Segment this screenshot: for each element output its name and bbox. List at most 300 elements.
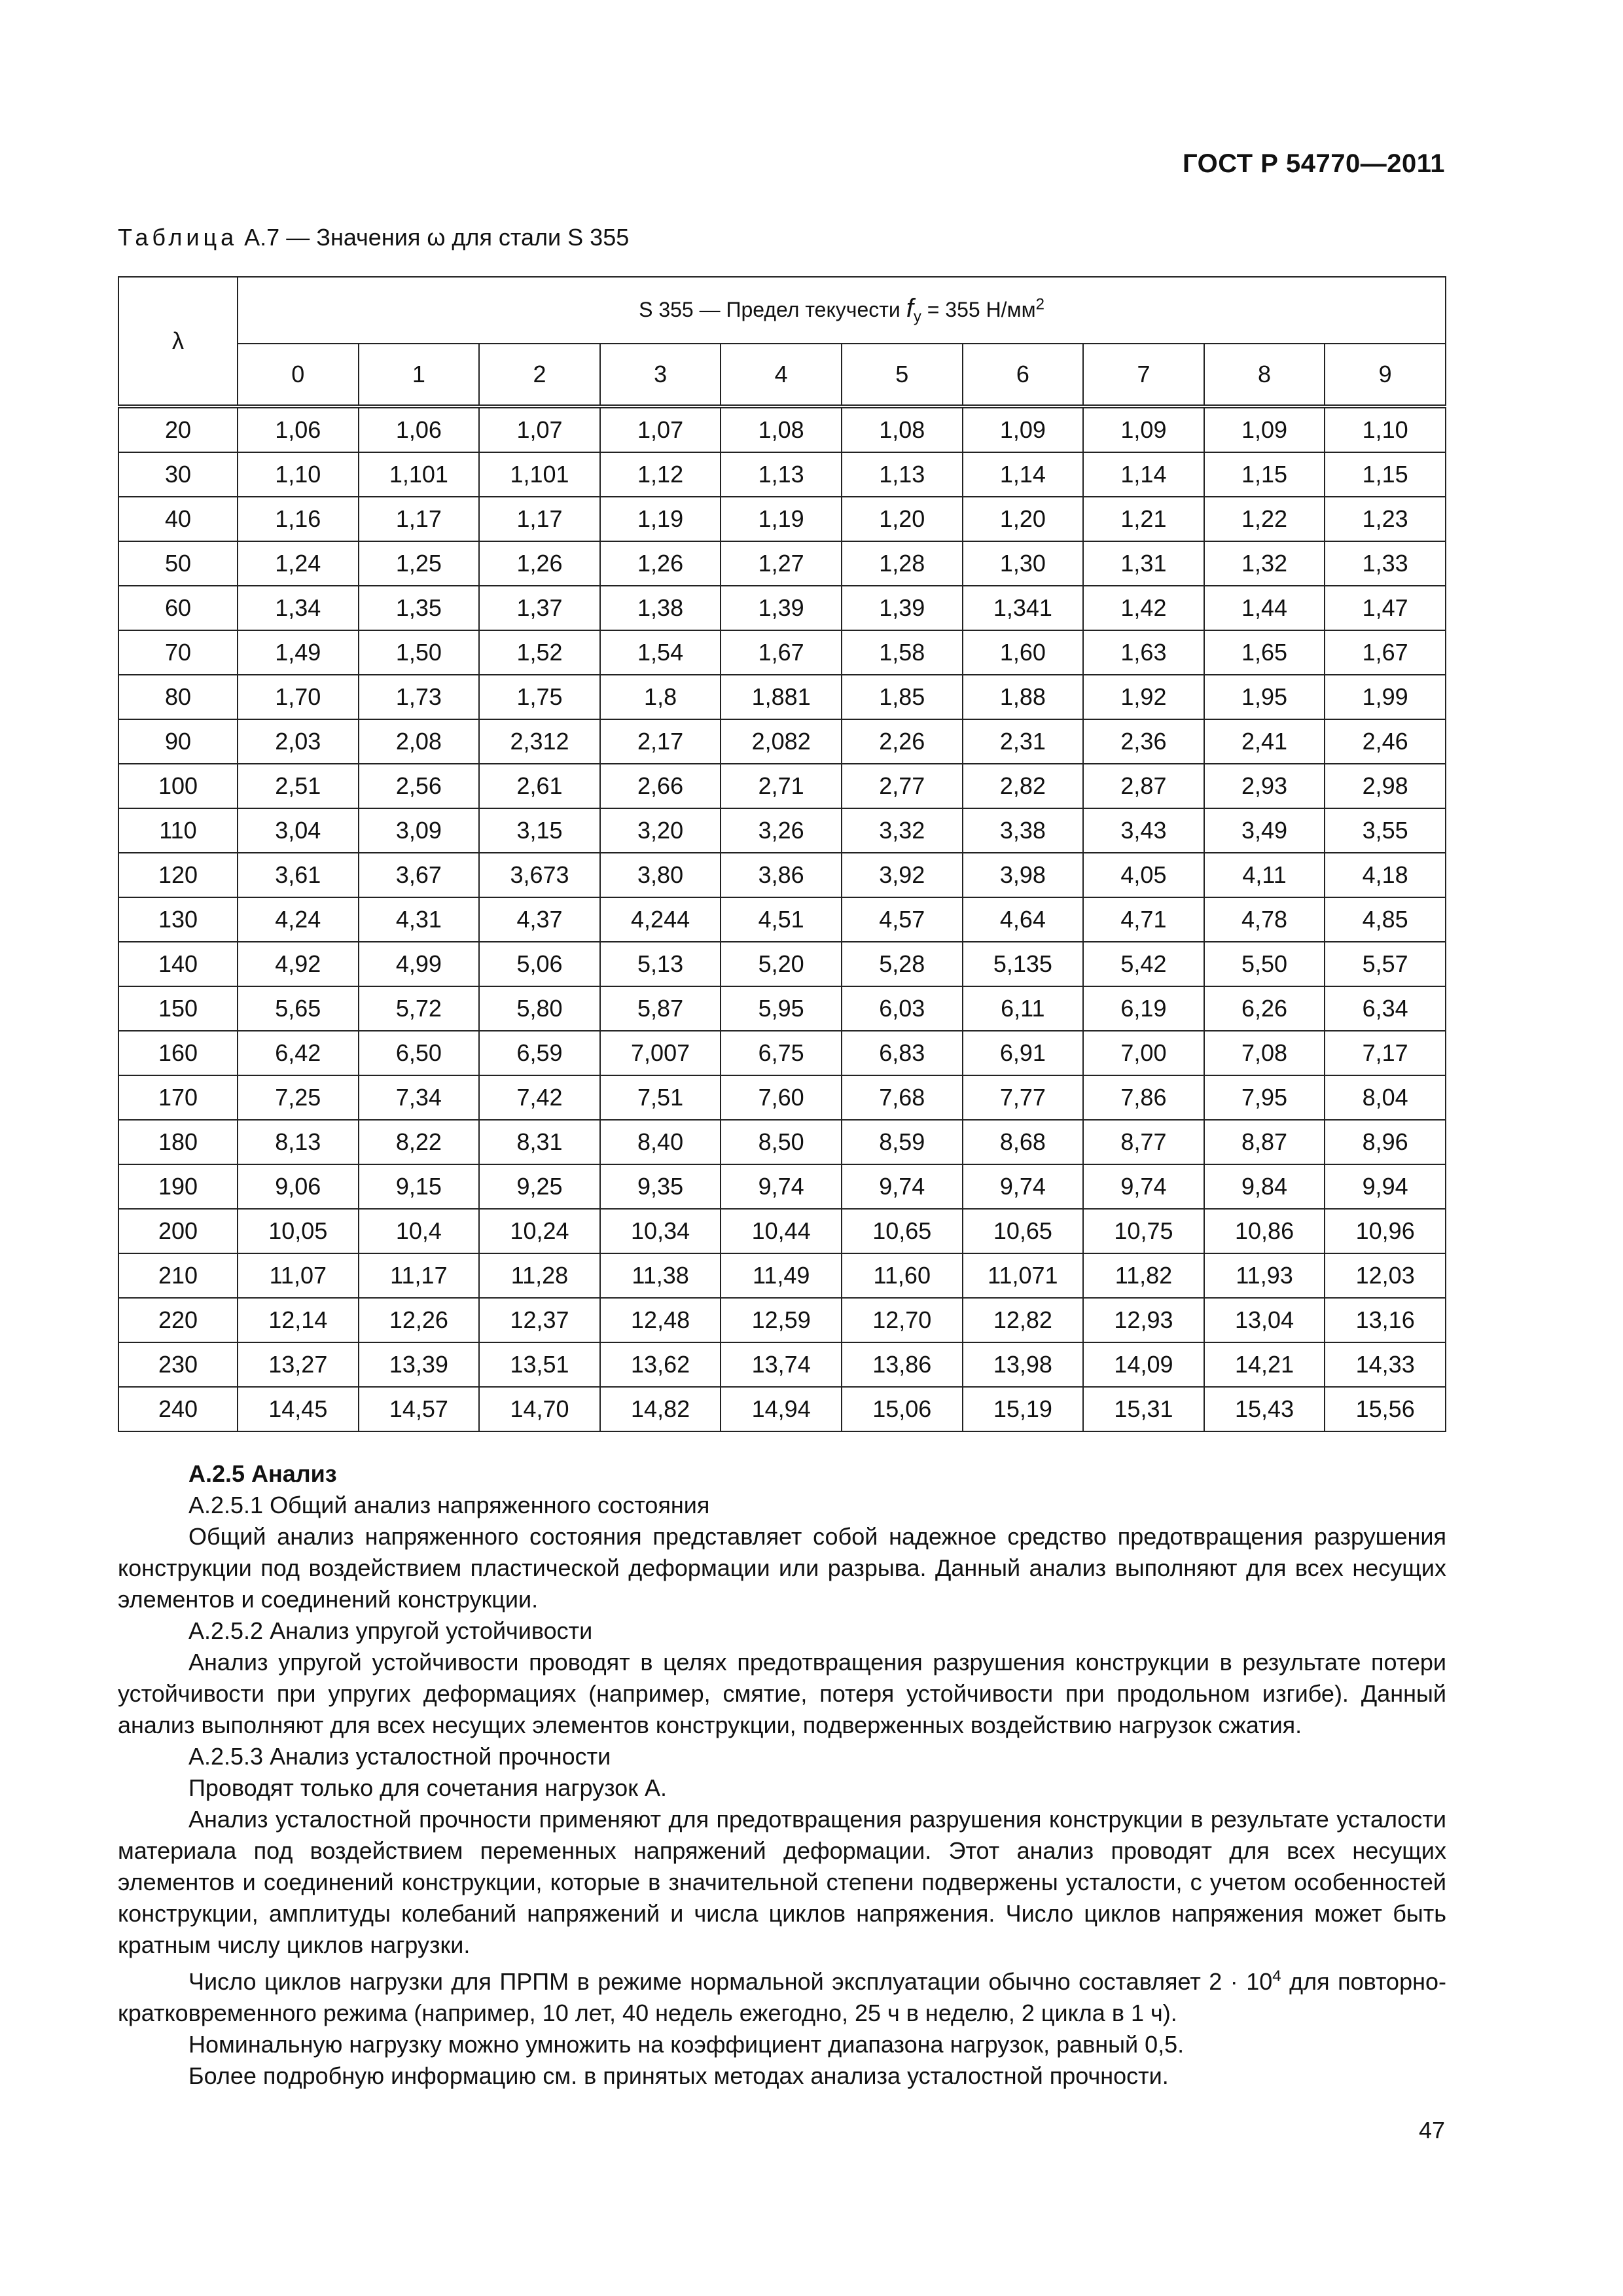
omega-value-cell: 5,50 [1204, 942, 1325, 986]
lambda-cell: 80 [118, 675, 238, 719]
omega-value-cell: 1,75 [479, 675, 600, 719]
omega-value-cell: 5,13 [600, 942, 721, 986]
head-sup: 2 [1035, 295, 1044, 314]
omega-value-cell: 1,10 [238, 452, 359, 497]
omega-value-cell: 1,08 [721, 406, 842, 452]
omega-value-cell: 2,03 [238, 719, 359, 764]
omega-value-cell: 4,24 [238, 897, 359, 942]
omega-value-cell: 1,42 [1083, 586, 1204, 630]
omega-value-cell: 4,37 [479, 897, 600, 942]
omega-value-cell: 8,96 [1325, 1120, 1446, 1164]
omega-value-cell: 7,08 [1204, 1031, 1325, 1075]
omega-value-cell: 3,43 [1083, 808, 1204, 853]
omega-value-cell: 6,34 [1325, 986, 1446, 1031]
omega-value-cell: 15,06 [842, 1387, 963, 1431]
omega-value-cell: 14,09 [1083, 1342, 1204, 1387]
omega-value-cell: 6,03 [842, 986, 963, 1031]
lambda-header: λ [118, 277, 238, 406]
omega-value-cell: 2,36 [1083, 719, 1204, 764]
omega-value-cell: 14,82 [600, 1387, 721, 1431]
omega-value-cell: 4,51 [721, 897, 842, 942]
omega-value-cell: 15,43 [1204, 1387, 1325, 1431]
table-row [118, 541, 1446, 586]
table-row [118, 808, 1446, 853]
table-row [118, 942, 1446, 986]
omega-value-cell: 8,13 [238, 1120, 359, 1164]
omega-value-cell: 1,10 [1325, 406, 1446, 452]
omega-value-cell: 2,17 [600, 719, 721, 764]
omega-value-cell: 1,47 [1325, 586, 1446, 630]
omega-value-cell: 2,61 [479, 764, 600, 808]
omega-value-cell: 3,26 [721, 808, 842, 853]
omega-value-cell: 1,07 [479, 406, 600, 452]
lambda-cell: 100 [118, 764, 238, 808]
omega-value-cell: 10,86 [1204, 1209, 1325, 1253]
omega-value-cell: 9,94 [1325, 1164, 1446, 1209]
table-row [118, 1342, 1446, 1387]
omega-value-cell: 5,80 [479, 986, 600, 1031]
omega-value-cell: 1,17 [359, 497, 480, 541]
omega-value-cell: 1,16 [238, 497, 359, 541]
omega-value-cell: 2,46 [1325, 719, 1446, 764]
omega-value-cell: 15,31 [1083, 1387, 1204, 1431]
omega-value-cell: 2,87 [1083, 764, 1204, 808]
omega-value-cell: 6,42 [238, 1031, 359, 1075]
omega-value-cell: 10,65 [842, 1209, 963, 1253]
lambda-cell: 170 [118, 1075, 238, 1120]
omega-value-cell: 11,07 [238, 1253, 359, 1298]
paragraph: Проводят только для сочетания нагрузок А. [188, 1774, 667, 1801]
omega-value-cell: 1,67 [1325, 630, 1446, 675]
omega-value-cell: 1,09 [1083, 406, 1204, 452]
omega-value-cell: 11,17 [359, 1253, 480, 1298]
table-row [118, 1120, 1446, 1164]
omega-value-cell: 3,98 [963, 853, 1084, 897]
table-body [118, 406, 1446, 1431]
column-header: 3 [600, 344, 721, 406]
omega-value-cell: 10,44 [721, 1209, 842, 1253]
omega-value-cell: 11,071 [963, 1253, 1084, 1298]
omega-value-cell: 6,26 [1204, 986, 1325, 1031]
omega-value-cell: 4,244 [600, 897, 721, 942]
table-row [118, 497, 1446, 541]
omega-value-cell: 1,60 [963, 630, 1084, 675]
omega-value-cell: 2,93 [1204, 764, 1325, 808]
lambda-cell: 50 [118, 541, 238, 586]
omega-value-cell: 2,82 [963, 764, 1084, 808]
paragraph-part: для повторно-кратковременного режима (например, 10 лет, 40 недель ежегодно, 25 ч в неделю, 2 цикла в 1 ч). [118, 1968, 1446, 2026]
omega-value-cell: 12,82 [963, 1298, 1084, 1342]
omega-value-cell: 9,74 [963, 1164, 1084, 1209]
table-row [118, 1209, 1446, 1253]
lambda-cell: 200 [118, 1209, 238, 1253]
paragraph: Общий анализ напряженного состояния представляет собой надежное средство предотвращения разрушения конструкции под воздействием пластической деформации или разрыва. Данный анализ выполняют для всех несущих элементов и соединений конструкции. [118, 1523, 1446, 1613]
table-row [118, 897, 1446, 942]
column-header: 9 [1325, 344, 1446, 406]
head-sub: y [913, 308, 921, 326]
omega-value-cell: 12,70 [842, 1298, 963, 1342]
subsection-title-3: А.2.5.3 Анализ усталостной прочности [188, 1743, 611, 1770]
omega-value-cell: 13,51 [479, 1342, 600, 1387]
omega-value-cell: 1,341 [963, 586, 1084, 630]
table-row [118, 1298, 1446, 1342]
paragraph: Анализ упругой устойчивости проводят в целях предотвращения разрушения конструкции в результате потери устойчивости при упругих деформациях (например, смятие, потеря устойчивости при продольном изгибе). Данный анализ выполняют для всех несущих элементов конструкции, подверженных воздействию нагрузок сжатия. [118, 1649, 1446, 1738]
table-row [118, 675, 1446, 719]
section-heading: А.2.5 Анализ [188, 1460, 337, 1487]
column-header: 2 [479, 344, 600, 406]
omega-value-cell: 3,55 [1325, 808, 1446, 853]
table-row [118, 406, 1446, 452]
omega-value-cell: 12,37 [479, 1298, 600, 1342]
omega-value-cell: 15,56 [1325, 1387, 1446, 1431]
head-f: f [906, 294, 914, 323]
head-mid: = 355 Н/мм [921, 298, 1036, 322]
lambda-cell: 240 [118, 1387, 238, 1431]
lambda-cell: 230 [118, 1342, 238, 1387]
omega-value-cell: 1,34 [238, 586, 359, 630]
omega-value-cell: 13,27 [238, 1342, 359, 1387]
omega-value-cell: 1,20 [963, 497, 1084, 541]
exponent: 4 [1272, 1967, 1281, 1985]
table-row [118, 1031, 1446, 1075]
lambda-cell: 110 [118, 808, 238, 853]
omega-value-cell: 6,11 [963, 986, 1084, 1031]
omega-value-cell: 11,82 [1083, 1253, 1204, 1298]
lambda-cell: 70 [118, 630, 238, 675]
lambda-cell: 160 [118, 1031, 238, 1075]
omega-value-cell: 9,35 [600, 1164, 721, 1209]
table-row [118, 986, 1446, 1031]
lambda-cell: 20 [118, 406, 238, 452]
omega-value-cell: 1,33 [1325, 541, 1446, 586]
omega-value-cell: 2,98 [1325, 764, 1446, 808]
omega-value-cell: 1,49 [238, 630, 359, 675]
omega-value-cell: 1,85 [842, 675, 963, 719]
omega-value-cell: 1,25 [359, 541, 480, 586]
omega-value-cell: 14,57 [359, 1387, 480, 1431]
subsection-title-1: А.2.5.1 Общий анализ напряженного состояния [188, 1492, 710, 1518]
table-row [118, 630, 1446, 675]
omega-value-cell: 5,95 [721, 986, 842, 1031]
omega-value-cell: 1,13 [721, 452, 842, 497]
omega-value-cell: 1,32 [1204, 541, 1325, 586]
omega-value-cell: 7,42 [479, 1075, 600, 1120]
omega-value-cell: 7,77 [963, 1075, 1084, 1120]
omega-value-cell: 3,86 [721, 853, 842, 897]
omega-value-cell: 14,45 [238, 1387, 359, 1431]
omega-value-cell: 1,67 [721, 630, 842, 675]
omega-value-cell: 13,74 [721, 1342, 842, 1387]
lambda-cell: 210 [118, 1253, 238, 1298]
omega-value-cell: 10,05 [238, 1209, 359, 1253]
omega-value-cell: 1,38 [600, 586, 721, 630]
omega-value-cell: 4,31 [359, 897, 480, 942]
column-header: 5 [842, 344, 963, 406]
omega-value-cell: 6,19 [1083, 986, 1204, 1031]
paragraph-part: Число циклов нагрузки для ПРПМ в режиме нормальной эксплуатации обычно составляет 2 · 10 [188, 1968, 1273, 1995]
omega-value-cell: 1,26 [479, 541, 600, 586]
omega-value-cell: 13,04 [1204, 1298, 1325, 1342]
lambda-cell: 130 [118, 897, 238, 942]
omega-value-cell: 8,68 [963, 1120, 1084, 1164]
yield-strength-header [238, 277, 1446, 344]
omega-value-cell: 13,86 [842, 1342, 963, 1387]
omega-value-cell: 3,09 [359, 808, 480, 853]
omega-value-cell: 12,14 [238, 1298, 359, 1342]
lambda-cell: 40 [118, 497, 238, 541]
omega-value-cell: 7,86 [1083, 1075, 1204, 1120]
omega-value-cell: 1,73 [359, 675, 480, 719]
omega-value-cell: 6,83 [842, 1031, 963, 1075]
omega-value-cell: 9,84 [1204, 1164, 1325, 1209]
omega-value-cell: 4,71 [1083, 897, 1204, 942]
lambda-cell: 30 [118, 452, 238, 497]
omega-value-cell: 9,74 [1083, 1164, 1204, 1209]
omega-value-cell: 2,56 [359, 764, 480, 808]
omega-value-cell: 4,05 [1083, 853, 1204, 897]
paragraph: Номинальную нагрузку можно умножить на коэффициент диапазона нагрузок, равный 0,5. [188, 2031, 1185, 2058]
omega-value-cell: 3,673 [479, 853, 600, 897]
omega-value-cell: 2,66 [600, 764, 721, 808]
omega-value-cell: 14,21 [1204, 1342, 1325, 1387]
omega-value-cell: 1,14 [963, 452, 1084, 497]
lambda-cell: 140 [118, 942, 238, 986]
omega-value-cell: 1,35 [359, 586, 480, 630]
omega-value-cell: 1,19 [721, 497, 842, 541]
lambda-cell: 120 [118, 853, 238, 897]
omega-value-cell: 2,26 [842, 719, 963, 764]
omega-value-cell: 1,28 [842, 541, 963, 586]
omega-value-cell: 6,91 [963, 1031, 1084, 1075]
omega-value-cell: 1,31 [1083, 541, 1204, 586]
omega-value-cell: 1,20 [842, 497, 963, 541]
omega-value-cell: 1,19 [600, 497, 721, 541]
table-row [118, 1075, 1446, 1120]
omega-value-cell: 12,48 [600, 1298, 721, 1342]
omega-value-cell: 1,17 [479, 497, 600, 541]
omega-value-cell: 6,59 [479, 1031, 600, 1075]
column-header: 4 [721, 344, 842, 406]
omega-value-cell: 7,17 [1325, 1031, 1446, 1075]
omega-value-cell: 11,49 [721, 1253, 842, 1298]
omega-value-cell: 8,22 [359, 1120, 480, 1164]
omega-value-cell: 3,20 [600, 808, 721, 853]
omega-value-cell: 1,14 [1083, 452, 1204, 497]
omega-value-cell: 8,40 [600, 1120, 721, 1164]
omega-value-cell: 1,101 [359, 452, 480, 497]
omega-value-cell: 7,51 [600, 1075, 721, 1120]
omega-value-cell: 9,06 [238, 1164, 359, 1209]
omega-value-cell: 3,32 [842, 808, 963, 853]
omega-value-cell: 6,75 [721, 1031, 842, 1075]
omega-value-cell: 9,74 [842, 1164, 963, 1209]
omega-value-cell: 4,18 [1325, 853, 1446, 897]
omega-value-cell: 1,08 [842, 406, 963, 452]
omega-value-cell: 1,09 [963, 406, 1084, 452]
omega-value-cell: 1,06 [238, 406, 359, 452]
omega-value-cell: 1,95 [1204, 675, 1325, 719]
omega-value-cell: 9,15 [359, 1164, 480, 1209]
omega-value-cell: 1,07 [600, 406, 721, 452]
omega-value-cell: 1,70 [238, 675, 359, 719]
table-row [118, 764, 1446, 808]
omega-value-cell: 1,39 [842, 586, 963, 630]
table-row [118, 452, 1446, 497]
omega-value-cell: 11,93 [1204, 1253, 1325, 1298]
omega-value-cell: 10,96 [1325, 1209, 1446, 1253]
omega-value-cell: 3,61 [238, 853, 359, 897]
omega-value-cell: 1,881 [721, 675, 842, 719]
omega-value-cell: 3,49 [1204, 808, 1325, 853]
paragraph: Анализ усталостной прочности применяют для предотвращения разрушения конструкции в результате усталости материала под воздействием переменных напряжений деформации. Этот анализ проводят для всех несущих элементов и соединений конструкции, которые в значительной степени подвержены усталости, с учетом особенностей конструкции, амплитуды колебаний напряжений и числа циклов напряжения. Число циклов напряжения может быть кратным числу циклов нагрузки. [118, 1806, 1446, 1958]
omega-value-cell: 7,007 [600, 1031, 721, 1075]
omega-value-cell: 1,22 [1204, 497, 1325, 541]
omega-value-cell: 5,28 [842, 942, 963, 986]
omega-value-cell: 13,39 [359, 1342, 480, 1387]
omega-value-cell: 12,93 [1083, 1298, 1204, 1342]
omega-value-cell: 2,082 [721, 719, 842, 764]
omega-value-cell: 4,85 [1325, 897, 1446, 942]
omega-value-cell: 10,65 [963, 1209, 1084, 1253]
omega-value-cell: 1,92 [1083, 675, 1204, 719]
omega-value-cell: 5,20 [721, 942, 842, 986]
omega-value-cell: 3,04 [238, 808, 359, 853]
omega-value-cell: 14,94 [721, 1387, 842, 1431]
omega-value-cell: 6,50 [359, 1031, 480, 1075]
omega-value-cell: 8,50 [721, 1120, 842, 1164]
paragraph: Более подробную информацию см. в принятых методах анализа усталостной прочности. [188, 2062, 1169, 2089]
omega-value-cell: 1,54 [600, 630, 721, 675]
omega-value-cell: 1,50 [359, 630, 480, 675]
omega-value-cell: 3,92 [842, 853, 963, 897]
omega-value-cell: 9,74 [721, 1164, 842, 1209]
omega-value-cell: 11,38 [600, 1253, 721, 1298]
omega-value-cell: 1,88 [963, 675, 1084, 719]
omega-value-cell: 1,39 [721, 586, 842, 630]
column-header: 1 [359, 344, 480, 406]
omega-value-cell: 10,75 [1083, 1209, 1204, 1253]
lambda-cell: 60 [118, 586, 238, 630]
omega-value-cell: 1,09 [1204, 406, 1325, 452]
omega-value-cell: 2,312 [479, 719, 600, 764]
omega-value-cell: 1,101 [479, 452, 600, 497]
omega-value-cell: 2,41 [1204, 719, 1325, 764]
omega-value-cell: 8,59 [842, 1120, 963, 1164]
omega-value-cell: 10,34 [600, 1209, 721, 1253]
omega-value-cell: 1,99 [1325, 675, 1446, 719]
omega-value-cell: 15,19 [963, 1387, 1084, 1431]
omega-value-cell: 13,16 [1325, 1298, 1446, 1342]
omega-value-cell: 11,60 [842, 1253, 963, 1298]
column-header: 0 [238, 344, 359, 406]
omega-value-cell: 12,59 [721, 1298, 842, 1342]
omega-value-cell: 12,03 [1325, 1253, 1446, 1298]
omega-value-cell: 1,27 [721, 541, 842, 586]
omega-value-cell: 5,72 [359, 986, 480, 1031]
omega-value-cell: 4,78 [1204, 897, 1325, 942]
omega-value-cell: 1,21 [1083, 497, 1204, 541]
table-row [118, 1164, 1446, 1209]
omega-value-cell: 2,08 [359, 719, 480, 764]
subsection-title-2: А.2.5.2 Анализ упругой устойчивости [188, 1617, 593, 1644]
omega-value-cell: 11,28 [479, 1253, 600, 1298]
omega-value-cell: 13,62 [600, 1342, 721, 1387]
omega-value-cell: 14,70 [479, 1387, 600, 1431]
omega-value-cell: 7,95 [1204, 1075, 1325, 1120]
omega-value-cell: 5,42 [1083, 942, 1204, 986]
caption-text: А.7 — Значения ω для стали S 355 [238, 224, 630, 251]
column-header: 6 [963, 344, 1084, 406]
omega-value-cell: 1,15 [1204, 452, 1325, 497]
lambda-cell: 90 [118, 719, 238, 764]
omega-value-cell: 12,26 [359, 1298, 480, 1342]
omega-value-cell: 7,34 [359, 1075, 480, 1120]
omega-value-cell: 4,11 [1204, 853, 1325, 897]
omega-value-cell: 5,57 [1325, 942, 1446, 986]
omega-value-cell: 5,06 [479, 942, 600, 986]
omega-value-cell: 1,26 [600, 541, 721, 586]
omega-value-cell: 13,98 [963, 1342, 1084, 1387]
caption-label: Таблица [118, 224, 238, 251]
omega-value-cell: 8,77 [1083, 1120, 1204, 1164]
omega-table [118, 276, 1446, 1432]
table-row [118, 719, 1446, 764]
body-text [118, 1458, 1446, 2092]
omega-value-cell: 1,24 [238, 541, 359, 586]
omega-value-cell: 10,4 [359, 1209, 480, 1253]
omega-value-cell: 1,15 [1325, 452, 1446, 497]
omega-value-cell: 7,25 [238, 1075, 359, 1120]
head-prefix: S 355 — Предел текучести [639, 298, 906, 322]
omega-value-cell: 1,52 [479, 630, 600, 675]
omega-value-cell: 2,71 [721, 764, 842, 808]
omega-value-cell: 3,67 [359, 853, 480, 897]
omega-value-cell: 2,31 [963, 719, 1084, 764]
lambda-cell: 180 [118, 1120, 238, 1164]
column-header: 8 [1204, 344, 1325, 406]
table-row [118, 853, 1446, 897]
omega-value-cell: 7,60 [721, 1075, 842, 1120]
omega-value-cell: 7,68 [842, 1075, 963, 1120]
omega-value-cell: 7,00 [1083, 1031, 1204, 1075]
omega-value-cell: 4,57 [842, 897, 963, 942]
omega-value-cell: 3,38 [963, 808, 1084, 853]
omega-value-cell: 8,87 [1204, 1120, 1325, 1164]
omega-value-cell: 3,15 [479, 808, 600, 853]
omega-value-cell: 1,44 [1204, 586, 1325, 630]
document-code: ГОСТ Р 54770—2011 [1183, 149, 1445, 178]
omega-value-cell: 9,25 [479, 1164, 600, 1209]
table-row [118, 1387, 1446, 1431]
omega-value-cell: 1,65 [1204, 630, 1325, 675]
table-row [118, 586, 1446, 630]
omega-value-cell: 4,99 [359, 942, 480, 986]
omega-value-cell: 4,92 [238, 942, 359, 986]
omega-value-cell: 2,51 [238, 764, 359, 808]
omega-value-cell: 1,58 [842, 630, 963, 675]
omega-value-cell: 1,23 [1325, 497, 1446, 541]
omega-value-cell: 1,63 [1083, 630, 1204, 675]
omega-value-cell: 1,06 [359, 406, 480, 452]
lambda-cell: 220 [118, 1298, 238, 1342]
omega-value-cell: 10,24 [479, 1209, 600, 1253]
omega-value-cell: 1,8 [600, 675, 721, 719]
lambda-cell: 150 [118, 986, 238, 1031]
omega-value-cell: 2,77 [842, 764, 963, 808]
omega-value-cell: 5,87 [600, 986, 721, 1031]
omega-value-cell: 5,135 [963, 942, 1084, 986]
omega-value-cell: 1,13 [842, 452, 963, 497]
